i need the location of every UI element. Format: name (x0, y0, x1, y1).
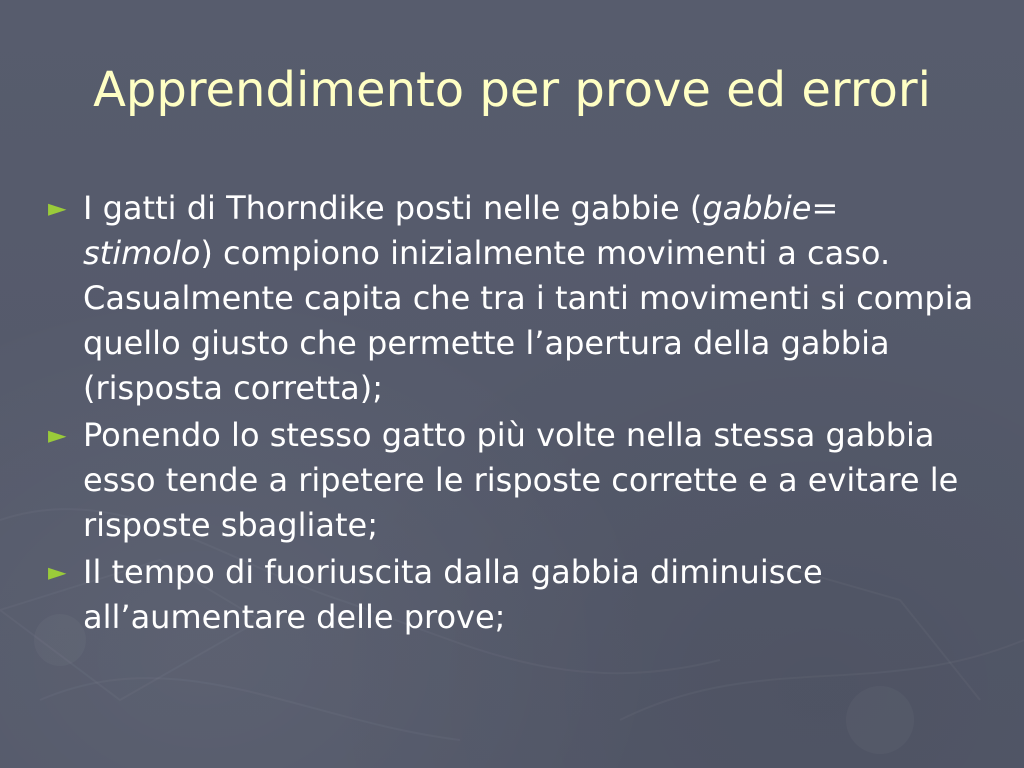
triangle-right-icon: ► (48, 194, 67, 222)
bullet-item (48, 186, 978, 411)
slide-title: Apprendimento per prove ed errori (93, 62, 931, 118)
bullet-text-part: I gatti di Thorndike posti nelle gabbie ( (83, 189, 703, 227)
bullet-text-italic: gabbie (702, 189, 812, 227)
bullet-item (48, 413, 978, 548)
bullet-text-italic: stimolo (83, 234, 201, 272)
bullet-item (48, 550, 978, 640)
triangle-right-icon: ► (48, 558, 67, 586)
triangle-right-icon: ► (48, 421, 67, 449)
bullet-text-part: = (811, 189, 839, 227)
bullet-list (48, 186, 978, 642)
bullet-text: Ponendo lo stesso gatto più volte nella stessa gabbia esso tende a ripetere le risposte corrette e a evitare le risposte sbagliate; (83, 416, 959, 544)
bullet-text-part: ) compiono inizialmente movimenti a caso. Casualmente capita che tra i tanti movimenti si compia quello giusto che permette l’apertura della gabbia (risposta corretta); (83, 234, 974, 407)
bullet-text: Il tempo di fuoriuscita dalla gabbia diminuisce all’aumentare delle prove; (83, 553, 823, 636)
bullet-text (83, 189, 973, 407)
